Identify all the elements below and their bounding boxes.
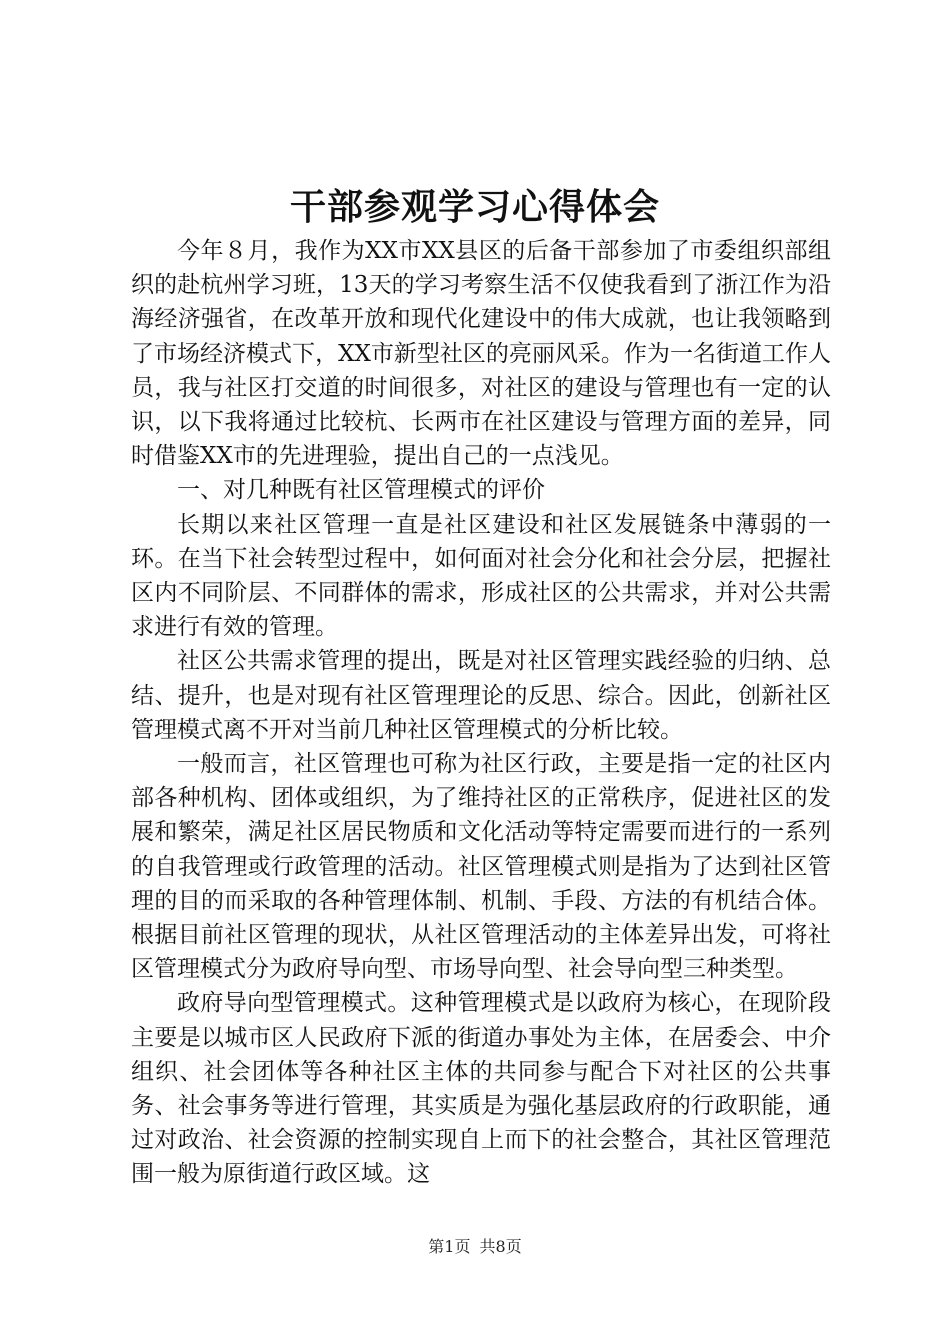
- document-body: [131, 234, 831, 1192]
- paragraph: 长期以来社区管理一直是社区建设和社区发展链条中薄弱的一环。在当下社会转型过程中，如何面对社会分化和社会分层，把握社区内不同阶层、不同群体的需求，形成社区的公共需求，并对公共需求进行有效的管理。: [131, 511, 831, 641]
- document-title: 干部参观学习心得体会: [289, 186, 660, 228]
- page-total: 共8页: [479, 1237, 522, 1256]
- page-number: 第1页: [428, 1237, 471, 1256]
- section-heading: 一、对几种既有社区管理模式的评价: [177, 477, 545, 504]
- paragraph: 政府导向型管理模式。这种管理模式是以政府为核心，在现阶段主要是以城市区人民政府下派的街道办事处为主体，在居委会、中介组织、社会团体等各种社区主体的共同参与配合下对社区的公共事务、社会事务等进行管理，其实质是为强化基层政府的行政职能，通过对政治、社会资源的控制实现自上而下的社会整合，其社区管理范围一般为原街道行政区域。这: [131, 990, 831, 1188]
- paragraph-intro: 今年８月，我作为XX市XX县区的后备干部参加了市委组织部组织的赴杭州学习班，13天的学习考察生活不仅使我看到了浙江作为沿海经济强省，在改革开放和现代化建设中的伟大成就，也让我领略到了市场经济模式下，XX市新型社区的亮丽风采。作为一名街道工作人员，我与社区打交道的时间很多，对社区的建设与管理也有一定的认识，以下我将通过比较杭、长两市在社区建设与管理方面的差异，同时借鉴XX市的先进理验，提出自己的一点浅见。: [131, 238, 831, 470]
- page-footer: [0, 1236, 950, 1258]
- paragraph: 社区公共需求管理的提出，既是对社区管理实践经验的归纳、总结、提升，也是对现有社区管理理论的反思、综合。因此，创新社区管理模式离不开对当前几种社区管理模式的分析比较。: [131, 648, 831, 743]
- paragraph: 一般而言，社区管理也可称为社区行政，主要是指一定的社区内部各种机构、团体或组织，为了维持社区的正常秩序，促进社区的发展和繁荣，满足社区居民物质和文化活动等特定需要而进行的一系列的自我管理或行政管理的活动。社区管理模式则是指为了达到社区管理的目的而采取的各种管理体制、机制、手段、方法的有机结合体。根据目前社区管理的现状，从社区管理活动的主体差异出发，可将社区管理模式分为政府导向型、市场导向型、社会导向型三种类型。: [131, 751, 831, 983]
